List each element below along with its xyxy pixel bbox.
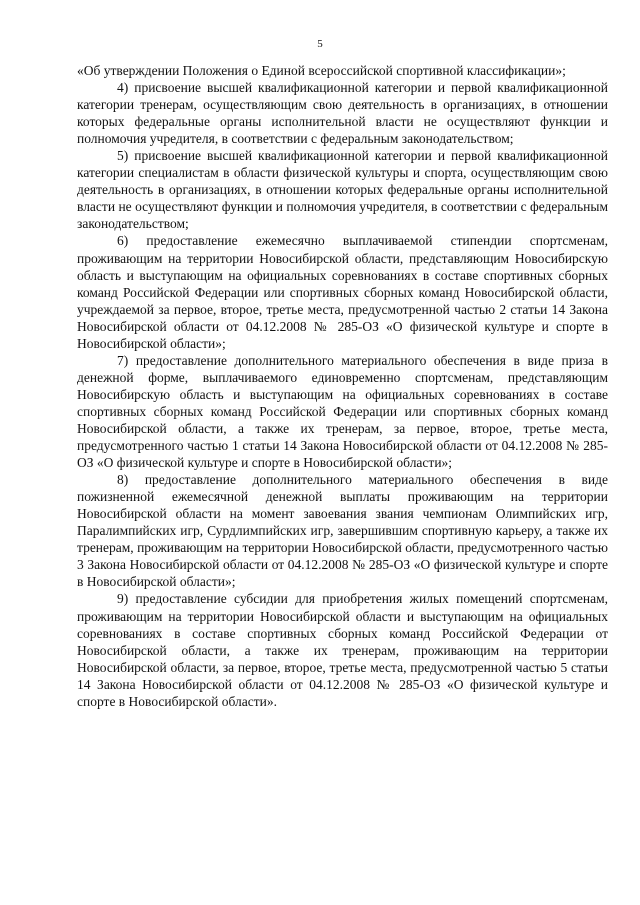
list-item-7: 7) предоставление дополнительного материального обеспечения в виде приза в денежной форме, выплачиваемого единовременно спортсменам, представляющим Новосибирскую область и выступающим на официальных соревнованиях в составе спортивных сборных команд Российской Федерации или спортивных сборных команд Новосибирской области, а также их тренерам, за первое, второе, третье места, предусмотренного частью 1 статьи 14 Закона Новосибирской области от 04.12.2008 № 285-ОЗ «О физической культуре и спорте в Новосибирской области»;: [77, 352, 608, 471]
list-item-9: 9) предоставление субсидии для приобретения жилых помещений спортсменам, проживающим на территории Новосибирской области и выступающим на официальных соревнованиях в составе спортивных сборных команд Российской Федерации от Новосибирской области, а также их тренерам, проживающим на территории Новосибирской области, за первое, второе, третье места, предусмотренной частью 5 статьи 14 Закона Новосибирской области от 04.12.2008 № 285-ОЗ «О физической культуре и спорте в Новосибирской области».: [77, 591, 608, 709]
page-number: 5: [317, 38, 323, 50]
list-item-8: 8) предоставление дополнительного материального обеспечения в виде пожизненной ежемесячной денежной выплаты проживающим на территории Новосибирской области на момент завоевания звания чемпионам Олимпийских игр, Паралимпийских игр, Сурдлимпийских игр, завершившим спортивную карьеру, а также их тренерам, проживающим на территории Новосибирской области, предусмотренного частью 3 Закона Новосибирской области от 04.12.2008 № 285-ОЗ «О физической культуре и спорте в Новосибирской области»;: [77, 472, 608, 590]
list-item-6: 6) предоставление ежемесячно выплачиваемой стипендии спортсменам, проживающим на территории Новосибирской области, представляющим Новосибирскую область и выступающим на официальных соревнованиях в составе спортивных сборных команд Российской Федерации или спортивных сборных команд Новосибирской области, учреждаемой за первое, второе, третье места, предусмотренной частью 2 статьи 14 Закона Новосибирской области от 04.12.2008 № 285-ОЗ «О физической культуре и спорте в Новосибирской области»;: [77, 233, 608, 351]
document-body: [77, 62, 608, 710]
list-item-4: 4) присвоение высшей квалификационной категории и первой квалификационной категории тренерам, осуществляющим свою деятельность в организациях, в отношении которых федеральные органы исполнительной власти не осуществляют функции и полномочия учредителя, в соответствии с федеральным законодательством;: [77, 80, 608, 147]
list-item-5: 5) присвоение высшей квалификационной категории и первой квалификационной категории специалистам в области физической культуры и спорта, осуществляющим свою деятельность в организациях, в отношении которых федеральные органы исполнительной власти не осуществляют функции и полномочия учредителя, в соответствии с федеральным законодательством;: [77, 148, 608, 232]
paragraph-continuation: «Об утверждении Положения о Единой всероссийской спортивной классификации»;: [77, 63, 566, 78]
